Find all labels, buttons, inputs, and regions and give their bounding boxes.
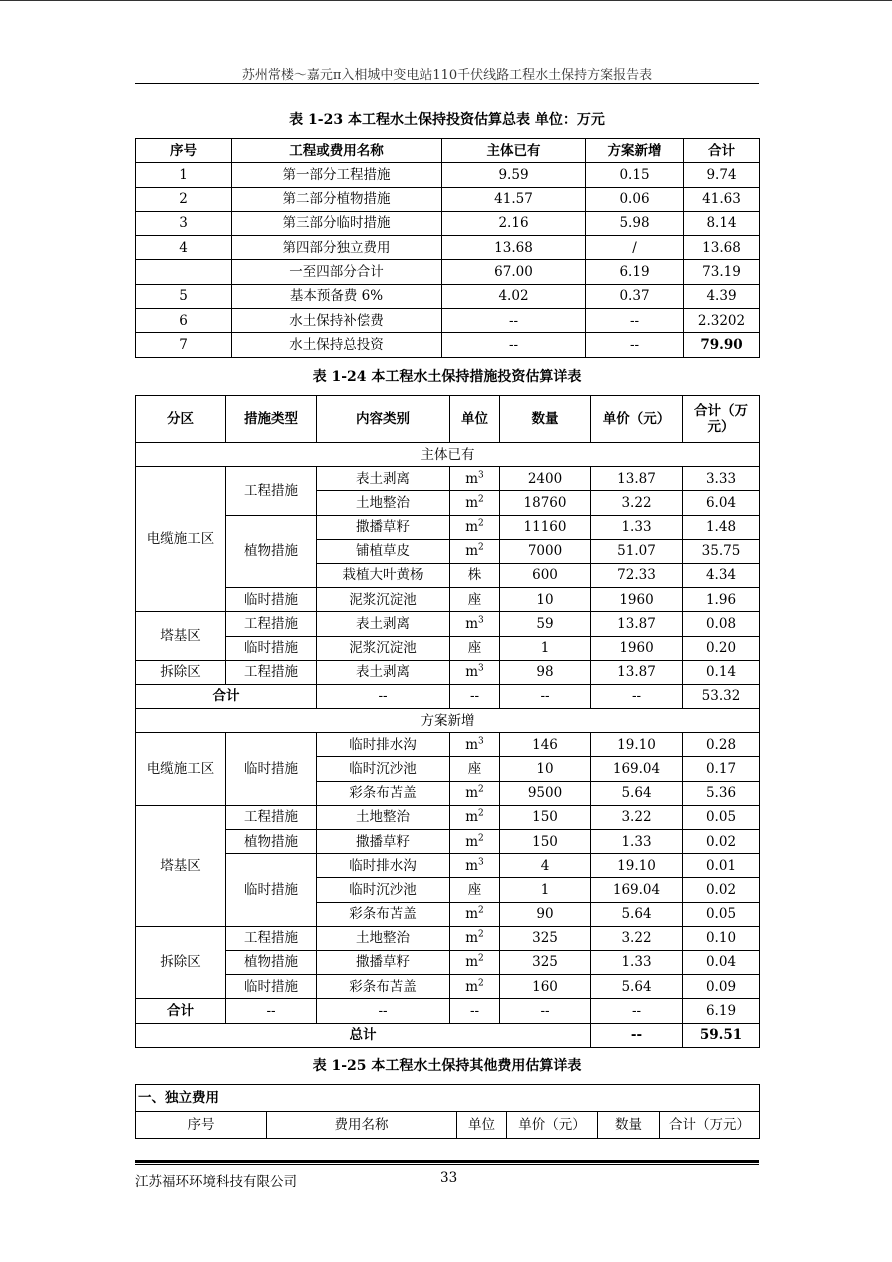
cell-unit-price: 169.04 [591, 878, 683, 902]
cell-content: 撒播草籽 [317, 515, 450, 539]
cell-unit-price: 19.10 [591, 854, 683, 878]
unit-base: 座 [467, 591, 482, 608]
cell-unit [450, 733, 500, 757]
cell-content: 土地整治 [317, 805, 450, 829]
col-header-unit-price: 单价（元） [507, 1112, 598, 1139]
cell-content: 表土剥离 [317, 612, 450, 636]
col-header-existing: 主体已有 [442, 139, 586, 163]
table-1-23 [135, 138, 760, 358]
cell-total: 35.75 [683, 539, 760, 563]
table-row [136, 854, 760, 878]
page-header: 苏州常楼～嘉元π入相城中变电站110千伏线路工程水土保持方案报告表 [241, 68, 653, 83]
cell-quantity: 59 [500, 612, 591, 636]
cell-total: 0.20 [683, 636, 760, 660]
cell-content: -- [317, 684, 450, 708]
cell-total: 0.08 [683, 612, 760, 636]
cell-measure-type: 工程措施 [226, 926, 317, 950]
cell-unit [450, 588, 500, 612]
unit-base: m [465, 736, 479, 753]
section-title: 方案新增 [136, 709, 760, 733]
table-row [136, 211, 760, 235]
cell-new: -- [586, 333, 684, 357]
col-header-zone: 分区 [136, 396, 226, 443]
table-1-25 [135, 1084, 760, 1139]
table-row [136, 467, 760, 491]
cell-unit-price: 13.87 [591, 660, 683, 684]
cell-unit [450, 975, 500, 999]
cell-unit-price: -- [591, 999, 683, 1023]
unit-base: m [465, 954, 479, 971]
cell-unit [450, 515, 500, 539]
cell-content: 土地整治 [317, 491, 450, 515]
unit-exponent: 2 [478, 833, 484, 843]
cell-existing: 13.68 [442, 236, 586, 260]
cell-unit [450, 757, 500, 781]
cell-total: 9.74 [684, 163, 760, 187]
col-header-total: 合计（万元） [660, 1112, 760, 1139]
cell-unit-price: 1.33 [591, 830, 683, 854]
cell-name: 水土保持总投资 [232, 333, 442, 357]
cell-name: 第三部分临时措施 [232, 211, 442, 235]
unit-exponent: 2 [478, 953, 484, 964]
cell-index: 7 [136, 333, 232, 357]
subtotal-row [136, 684, 760, 708]
cell-index: 6 [136, 309, 232, 333]
cell-new: 6.19 [586, 260, 684, 284]
unit-exponent: 2 [478, 542, 484, 553]
table-row [136, 636, 760, 660]
cell-name: 第一部分工程措施 [232, 163, 442, 187]
page-top-border [0, 0, 892, 1]
cell-unit-price: 51.07 [591, 539, 683, 563]
col-header-index: 序号 [136, 139, 232, 163]
cell-total: 0.09 [683, 975, 760, 999]
unit-base: 株 [467, 567, 482, 584]
col-header-total: 合计 [684, 139, 760, 163]
cell-measure-type: 临时措施 [226, 854, 317, 927]
table-row [136, 588, 760, 612]
unit-base: m [465, 543, 479, 560]
unit-base: m [465, 519, 479, 536]
table-row [136, 260, 760, 284]
cell-measure-type: -- [226, 999, 317, 1023]
cell-total: 0.05 [683, 902, 760, 926]
cell-quantity: 160 [500, 975, 591, 999]
cell-measure-type: 植物措施 [226, 950, 317, 974]
cell-content: 土地整治 [317, 926, 450, 950]
unit-base: 座 [467, 881, 482, 898]
cell-unit [450, 805, 500, 829]
cell-index: 3 [136, 211, 232, 235]
cell-total: 3.33 [683, 467, 760, 491]
col-header-fee-name: 费用名称 [267, 1112, 457, 1139]
cell-quantity: -- [500, 684, 591, 708]
cell-measure-type: 工程措施 [226, 660, 317, 684]
cell-total: 0.05 [683, 805, 760, 829]
table-header-row [136, 1112, 760, 1139]
cell-total: 79.90 [684, 333, 760, 357]
cell-quantity: 600 [500, 563, 591, 587]
footer-rule [135, 1160, 759, 1163]
cell-measure-type: 工程措施 [226, 805, 317, 829]
table-row [136, 926, 760, 950]
cell-existing: -- [442, 309, 586, 333]
cell-quantity: 18760 [500, 491, 591, 515]
cell-unit-price: 1960 [591, 588, 683, 612]
cell-total: 0.01 [683, 854, 760, 878]
table-1-23-caption: 表 1-23 本工程水土保持投资估算总表 单位：万元 [289, 112, 605, 128]
table-row [136, 805, 760, 829]
cell-content: 表土剥离 [317, 467, 450, 491]
col-header-total: 合计（万元） [683, 396, 760, 443]
cell-total: 0.02 [683, 830, 760, 854]
cell-name: 基本预备费 6% [232, 284, 442, 308]
cell-total: 1.96 [683, 588, 760, 612]
cell-total: 0.17 [683, 757, 760, 781]
cell-unit [450, 612, 500, 636]
cell-unit-price: 1.33 [591, 950, 683, 974]
cell-unit-price: -- [591, 684, 683, 708]
unit-base: m [465, 809, 479, 826]
subtotal-row [136, 999, 760, 1023]
unit-base: m [465, 470, 479, 487]
cell-unit [450, 491, 500, 515]
table-row [136, 163, 760, 187]
grand-total-row [136, 1023, 760, 1047]
cell-quantity: 1 [500, 878, 591, 902]
col-header-unit-price: 单价（元） [591, 396, 683, 443]
table-1-23-body [136, 163, 760, 357]
cell-unit [450, 660, 500, 684]
cell-index: 5 [136, 284, 232, 308]
cell-unit [450, 878, 500, 902]
table-row [136, 309, 760, 333]
unit-base: m [465, 615, 479, 632]
cell-unit [450, 636, 500, 660]
table-row [136, 333, 760, 357]
unit-exponent: 2 [478, 978, 484, 989]
cell-content: 撒播草籽 [317, 830, 450, 854]
cell-content: 表土剥离 [317, 660, 450, 684]
cell-quantity: -- [500, 999, 591, 1023]
cell-unit [450, 830, 500, 854]
cell-quantity: 9500 [500, 781, 591, 805]
unit-exponent: 2 [478, 784, 484, 795]
cell-quantity: 98 [500, 660, 591, 684]
table-row [136, 515, 760, 539]
cell-content: 泥浆沉淀池 [317, 636, 450, 660]
table-row [136, 830, 760, 854]
col-header-index: 序号 [136, 1112, 267, 1139]
cell-unit-price: 3.22 [591, 491, 683, 515]
cell-unit-price: 169.04 [591, 757, 683, 781]
unit-base: m [465, 494, 479, 511]
cell-unit [450, 781, 500, 805]
cell-quantity: 7000 [500, 539, 591, 563]
cell-unit [450, 467, 500, 491]
col-header-unit: 单位 [457, 1112, 507, 1139]
cell-quantity: 2400 [500, 467, 591, 491]
cell-content: 临时排水沟 [317, 733, 450, 757]
unit-base: m [465, 930, 479, 947]
cell-new: 0.37 [586, 284, 684, 308]
unit-exponent: 3 [478, 615, 484, 626]
section-title: 一、独立费用 [136, 1085, 760, 1112]
col-header-content: 内容类别 [317, 396, 450, 443]
cell-unit-price: -- [591, 1023, 683, 1047]
cell-zone: 拆除区 [136, 926, 226, 999]
cell-quantity: 150 [500, 830, 591, 854]
cell-total: 4.39 [684, 284, 760, 308]
cell-measure-type: 临时措施 [226, 733, 317, 806]
unit-exponent: 2 [478, 905, 484, 916]
cell-measure-type: 临时措施 [226, 588, 317, 612]
cell-index: 1 [136, 163, 232, 187]
footer-rule-thin [135, 1164, 759, 1165]
cell-unit-price: 13.87 [591, 467, 683, 491]
cell-existing: 9.59 [442, 163, 586, 187]
cell-unit: -- [450, 684, 500, 708]
cell-unit [450, 950, 500, 974]
unit-base: m [465, 906, 479, 923]
unit-exponent: 2 [478, 494, 484, 505]
header-rule [135, 83, 759, 84]
cell-zone: 电缆施工区 [136, 733, 226, 806]
col-header-name: 工程或费用名称 [232, 139, 442, 163]
cell-total: 8.14 [684, 211, 760, 235]
cell-name: 第二部分植物措施 [232, 187, 442, 211]
unit-base: m [465, 664, 479, 681]
cell-content: 临时沉沙池 [317, 757, 450, 781]
cell-quantity: 325 [500, 950, 591, 974]
cell-total: 73.19 [684, 260, 760, 284]
unit-exponent: 2 [478, 808, 484, 819]
section-row [136, 709, 760, 733]
cell-quantity: 90 [500, 902, 591, 926]
unit-base: m [465, 833, 479, 850]
cell-quantity: 150 [500, 805, 591, 829]
unit-exponent: 3 [478, 857, 484, 868]
unit-base: 座 [467, 640, 482, 656]
cell-new: 0.15 [586, 163, 684, 187]
cell-measure-type: 工程措施 [226, 467, 317, 515]
cell-unit [450, 902, 500, 926]
unit-base: m [465, 978, 479, 995]
cell-content: 彩条布苫盖 [317, 902, 450, 926]
table-1-25-caption: 表 1-25 本工程水土保持其他费用估算详表 [312, 1058, 582, 1074]
cell-unit-price: 5.64 [591, 902, 683, 926]
table-header-row [136, 139, 760, 163]
cell-unit-price: 1.33 [591, 515, 683, 539]
col-header-unit: 单位 [450, 396, 500, 443]
cell-existing: 2.16 [442, 211, 586, 235]
cell-total: 53.32 [683, 684, 760, 708]
cell-zone: 塔基区 [136, 805, 226, 926]
cell-total: 6.04 [683, 491, 760, 515]
table-row [136, 733, 760, 757]
cell-total: 59.51 [683, 1023, 760, 1047]
unit-base: 座 [467, 760, 482, 777]
unit-exponent: 3 [478, 470, 484, 481]
cell-unit-price: 1960 [591, 636, 683, 660]
cell-unit-price: 5.64 [591, 975, 683, 999]
cell-total: 4.34 [683, 563, 760, 587]
cell-unit-price: 3.22 [591, 926, 683, 950]
unit-base: m [465, 785, 479, 802]
cell-content: 彩条布苫盖 [317, 975, 450, 999]
unit-exponent: 2 [478, 518, 484, 529]
cell-content: 撒播草籽 [317, 950, 450, 974]
cell-measure-type: 植物措施 [226, 830, 317, 854]
cell-content: 彩条布苫盖 [317, 781, 450, 805]
cell-zone: 拆除区 [136, 660, 226, 684]
cell-quantity: 10 [500, 757, 591, 781]
cell-unit-price: 19.10 [591, 733, 683, 757]
table-1-24-body [136, 443, 760, 1048]
table-row [136, 612, 760, 636]
table-row [136, 975, 760, 999]
col-header-quantity: 数量 [500, 396, 591, 443]
cell-unit-price: 13.87 [591, 612, 683, 636]
cell-total: 0.04 [683, 950, 760, 974]
cell-total: 0.02 [683, 878, 760, 902]
table-row [136, 284, 760, 308]
page-number: 33 [440, 1170, 458, 1186]
cell-total: 0.10 [683, 926, 760, 950]
footer-company: 江苏福环环境科技有限公司 [135, 1174, 297, 1190]
unit-base: m [465, 857, 479, 874]
col-header-new: 方案新增 [586, 139, 684, 163]
table-row [136, 950, 760, 974]
cell-name: 第四部分独立费用 [232, 236, 442, 260]
cell-unit-price: 5.64 [591, 781, 683, 805]
cell-existing: 4.02 [442, 284, 586, 308]
cell-total: 2.3202 [684, 309, 760, 333]
table-header-row [136, 396, 760, 443]
cell-zone: 塔基区 [136, 612, 226, 660]
cell-existing: 67.00 [442, 260, 586, 284]
cell-unit [450, 854, 500, 878]
cell-index: 4 [136, 236, 232, 260]
cell-quantity: 10 [500, 588, 591, 612]
cell-content: 铺植草皮 [317, 539, 450, 563]
cell-quantity: 4 [500, 854, 591, 878]
grand-total-label: 总计 [136, 1023, 591, 1047]
cell-total: 5.36 [683, 781, 760, 805]
cell-new: 0.06 [586, 187, 684, 211]
cell-measure-type: 植物措施 [226, 515, 317, 588]
cell-existing: -- [442, 333, 586, 357]
cell-content: 泥浆沉淀池 [317, 588, 450, 612]
cell-measure-type: 临时措施 [226, 636, 317, 660]
cell-content: -- [317, 999, 450, 1023]
cell-index: 2 [136, 187, 232, 211]
cell-unit-price: 3.22 [591, 805, 683, 829]
table-1-24 [135, 395, 760, 1048]
table-row [136, 187, 760, 211]
cell-quantity: 325 [500, 926, 591, 950]
unit-exponent: 3 [478, 736, 484, 747]
cell-measure-type: 临时措施 [226, 975, 317, 999]
cell-zone: 电缆施工区 [136, 467, 226, 612]
table-1-24-caption: 表 1-24 本工程水土保持措施投资估算详表 [312, 369, 582, 385]
cell-quantity: 1 [500, 636, 591, 660]
cell-content: 临时排水沟 [317, 854, 450, 878]
cell-index [136, 260, 232, 284]
subtotal-label: 合计 [136, 684, 317, 708]
section-row [136, 1085, 760, 1112]
cell-content: 栽植大叶黄杨 [317, 563, 450, 587]
cell-quantity: 11160 [500, 515, 591, 539]
cell-unit [450, 926, 500, 950]
cell-total: 6.19 [683, 999, 760, 1023]
cell-total: 1.48 [683, 515, 760, 539]
cell-quantity: 146 [500, 733, 591, 757]
section-title: 主体已有 [136, 443, 760, 467]
cell-total: 0.14 [683, 660, 760, 684]
cell-new: -- [586, 309, 684, 333]
table-row [136, 236, 760, 260]
section-row [136, 443, 760, 467]
cell-name: 水土保持补偿费 [232, 309, 442, 333]
col-header-quantity: 数量 [598, 1112, 660, 1139]
unit-exponent: 3 [478, 663, 484, 674]
cell-unit: -- [450, 999, 500, 1023]
cell-existing: 41.57 [442, 187, 586, 211]
cell-unit [450, 563, 500, 587]
cell-measure-type: 工程措施 [226, 612, 317, 636]
cell-total: 13.68 [684, 236, 760, 260]
col-header-measure-type: 措施类型 [226, 396, 317, 443]
cell-total: 41.63 [684, 187, 760, 211]
cell-new: 5.98 [586, 211, 684, 235]
cell-content: 临时沉沙池 [317, 878, 450, 902]
unit-exponent: 2 [478, 929, 484, 940]
cell-name: 一至四部分合计 [232, 260, 442, 284]
cell-unit [450, 539, 500, 563]
cell-new: / [586, 236, 684, 260]
subtotal-label: 合计 [136, 999, 226, 1023]
cell-unit-price: 72.33 [591, 563, 683, 587]
table-row [136, 660, 760, 684]
cell-total: 0.28 [683, 733, 760, 757]
